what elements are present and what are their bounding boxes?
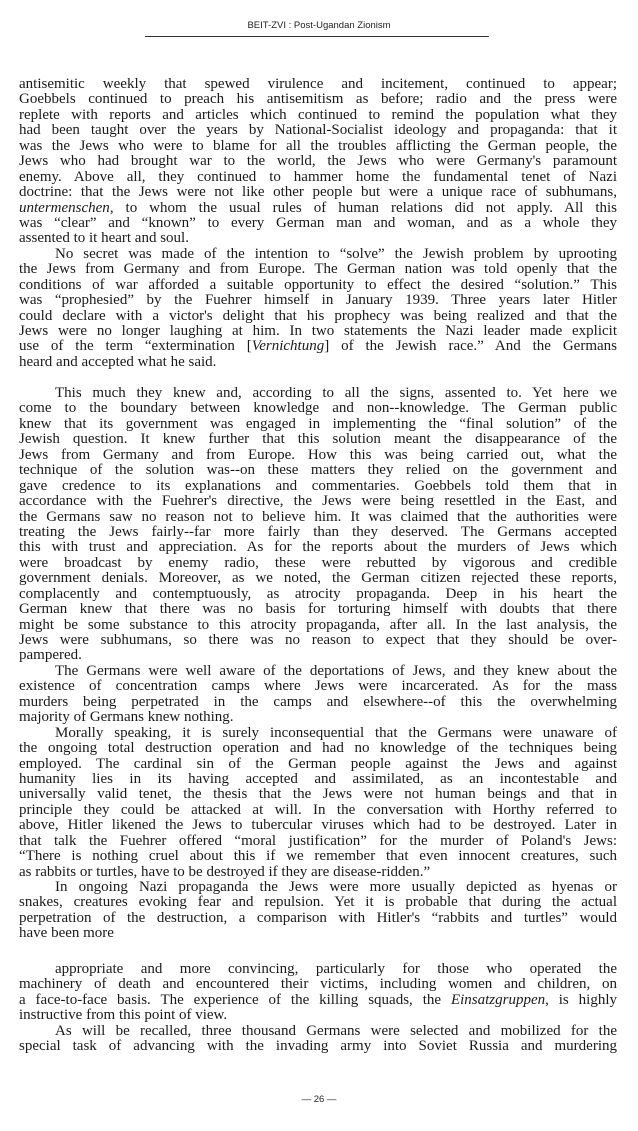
text-line: No secret was made of the intention to “solve” the Jewish problem by uprooting — [55, 245, 617, 262]
text-line: Jews from Germany and from Europe. How this was being carried out, what the — [19, 446, 617, 463]
text-line: might be some substance to this atrocity propaganda, after all. In the last analysis, the — [19, 616, 617, 633]
text-line: perpetration of the destruction, a comparison with Hitler's “rabbits and turtles” would — [19, 909, 617, 926]
text-line: technique of the solution was--on these matters they relied on the government and — [19, 462, 617, 479]
text-line: pampered. — [19, 647, 82, 664]
text-line: appropriate and more convincing, particularly for those who operated the — [55, 961, 617, 977]
text-block-1 — [19, 77, 617, 370]
text-line: murders being perpetrated in the camps and elsewhere--of this the overwhelming — [19, 693, 617, 710]
text-line: gave credence to its explanations and commentaries. Goebbels told them that in — [19, 477, 617, 494]
text-line: This much they knew and, according to all the signs, assented to. Yet here we — [55, 385, 617, 401]
text-line: assented to it heart and soul. — [19, 230, 189, 247]
text-line: use of the term “extermination [Vernichtung] of the Jewish race.” And the Germans — [19, 338, 617, 355]
text-line: the Germans saw no reason not to believe him. It was claimed that the authorities were — [19, 508, 617, 525]
text-line: that talk the Fuehrer offered “moral justification” for the murder of Poland's Jews: — [19, 832, 617, 849]
text-line: Jewish question. It knew further that this solution meant the disappearance of the — [19, 431, 617, 448]
text-line: Goebbels continued to preach his antisemitism as before; radio and the press were — [19, 91, 617, 108]
page-number: — 26 — — [301, 1094, 337, 1105]
text-line: was “clear” and “known” to every German man and woman, and as a whole they — [19, 214, 617, 231]
text-line: heard and accepted what he said. — [19, 353, 217, 370]
text-line: conditions of war afforded a suitable opportunity to effect the desired “solution.” This — [19, 276, 617, 293]
text-line: In ongoing Nazi propaganda the Jews were more usually depicted as hyenas or — [55, 879, 617, 895]
text-line: government denials. Moreover, as we noted, the German citizen rejected these reports, — [19, 570, 617, 587]
text-line: universally valid tenet, the thesis that the Jews were not human beings and that in — [19, 786, 617, 803]
text-line: enemy. Above all, they continued to hammer home the fundamental tenet of Nazi — [19, 168, 617, 185]
text-line: had been taught over the years by National-Socialist ideology and propaganda: that it — [19, 122, 617, 139]
text-line: replete with reports and articles which continued to remind the population what they — [19, 106, 617, 123]
text-line: was the Jews who were to blame for all the troubles afflicting the German people, the — [19, 137, 617, 154]
text-line: snakes, creatures evoking fear and repulsion. Yet it is probable that during the actual — [19, 894, 617, 911]
text-line: As will be recalled, three thousand Germans were selected and mobilized for the — [55, 1022, 617, 1039]
text-line: principle they could be attacked at will. In the conversation with Horthy referred to — [19, 801, 617, 818]
text-block-2 — [19, 386, 617, 942]
text-line: machinery of death and encountered their victims, including women and children, on — [19, 976, 617, 993]
text-line: “There is nothing cruel about this if we remember that even innocent creatures, such — [19, 848, 617, 865]
text-line: majority of Germans knew nothing. — [19, 709, 234, 726]
text-line: The Germans were well aware of the deportations of Jews, and they knew about the — [55, 662, 617, 679]
header-divider — [145, 36, 489, 37]
text-line: special task of advancing with the invading army into Soviet Russia and murdering — [19, 1038, 617, 1055]
text-line: doctrine: that the Jews were not like other people but were a unique race of subhumans, — [19, 184, 617, 201]
text-line: this with trust and appreciation. As for the reports about the murders of Jews which — [19, 539, 617, 556]
text-line: the ongoing total destruction operation and had no knowledge of the techniques being — [19, 740, 617, 757]
text-line: complacently and contemptuously, as atrocity propaganda. Deep in his heart the — [19, 585, 617, 602]
running-header: BEIT-ZVI : Post-Ugandan Zionism — [247, 20, 391, 31]
text-line: untermenschen, to whom the usual rules of human relations did not apply. All this — [19, 199, 617, 216]
text-line: were broadcast by enemy radio, these were rebutted by vigorous and credible — [19, 554, 617, 571]
text-line: German knew that there was no basis for torturing himself with doubts that there — [19, 601, 617, 618]
text-line: humanity lies in its having accepted and assimilated, as an incontestable and — [19, 770, 617, 787]
text-line: the Jews from Germany and from Europe. The German nation was told openly that the — [19, 261, 617, 278]
text-line: come to the boundary between knowledge and non--knowledge. The German public — [19, 400, 617, 417]
text-line: was “prophesied” by the Fuehrer himself in January 1939. Three years later Hitler — [19, 292, 617, 309]
text-line: accordance with the Fuehrer's directive, the Jews were being resettled in the East, and — [19, 493, 617, 510]
text-block-3 — [19, 962, 617, 1055]
text-line: existence of concentration camps where Jews were incarcerated. As for the mass — [19, 678, 617, 695]
text-line: a face-to-face basis. The experience of the killing squads, the Einsatzgruppen, is highly — [19, 991, 618, 1008]
text-line: Morally speaking, it is surely inconsequential that the Germans were unaware of — [55, 724, 617, 741]
text-line: treating the Jews fairly--far more fairly than they deserved. The Germans accepted — [19, 523, 617, 540]
text-line: Jews were no longer laughing at him. In two statements the Nazi leader made explicit — [19, 323, 617, 339]
text-line: antisemitic weekly that spewed virulence and incitement, continued to appear; — [19, 76, 617, 92]
text-line: Jews who had brought war to the world, the Jews who were Germany's paramount — [19, 153, 617, 170]
text-line: Jews were subhumans, so there was no reason to expect that they should be over- — [19, 632, 617, 648]
text-line: employed. The cardinal sin of the German people against the Jews and against — [19, 755, 617, 772]
text-line: above, Hitler likened the Jews to tubercular viruses which had to be destroyed. Later in — [19, 817, 617, 834]
text-line: knew that its government was engaged in implementing the “final solution” of the — [19, 415, 617, 432]
text-line: could declare with a victor's delight that his prophecy was being realized and that the — [19, 307, 617, 324]
text-line: as rabbits or turtles, have to be destroyed if they are disease-ridden.” — [19, 863, 431, 880]
text-line: have been more — [19, 925, 114, 942]
text-line: instructive from this point of view. — [19, 1007, 228, 1024]
